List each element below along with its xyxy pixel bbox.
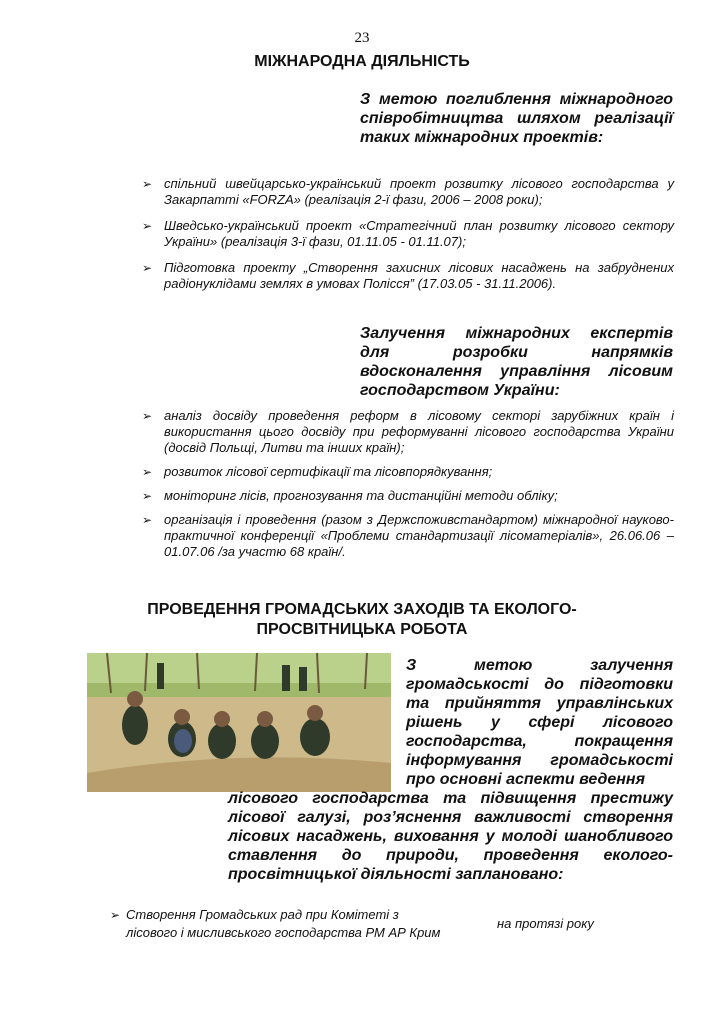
list-item: ➢ спільний швейцарсько-український проект розвитку лісового господарства у Закарпатті «FORZA» (реалізація 2-ї фази, 2006 – 2008 роки); xyxy=(142,176,674,208)
tree-planting-photo xyxy=(87,653,391,792)
list-item: ➢ Шведсько-український проект «Стратегічний план розвитку лісового сектору України» (реалізація 3-ї фази, 01.11.05 - 01.11.07); xyxy=(142,218,674,250)
bullet-arrow-icon: ➢ xyxy=(110,908,121,922)
section1-intro-experts: Залучення міжнародних експертів для розробки напрямків вдосконалення управління лісовим господарством України: xyxy=(360,325,673,399)
item-period: на протязі року xyxy=(497,916,594,931)
section-title-public-events-line2: ПРОСВІТНИЦЬКА РОБОТА xyxy=(256,621,468,638)
section2-intro-bottom: лісового господарства та підвищення престижу лісової галузі, роз’яснення важливості створення лісових насаджень, виховання у молоді шанобливого ставлення до природи, проведення еколого-просвітницької діяльності заплановано: xyxy=(228,790,673,883)
list-item: ➢ аналіз досвіду проведення реформ в лісовому секторі зарубіжних країн і використання цього досвіду при реформуванні лісового господарства України (досвід Польщі, Литви та інших країн); xyxy=(142,408,674,456)
item-text-line1: Створення Громадських рад при Комітеті з xyxy=(126,907,399,922)
list-item: ➢ Підготовка проекту „Створення захисних лісових насаджень на забруднених радіонуклідами землях в умовах Полісся” (17.03.05 - 31.11.2006). xyxy=(142,260,674,292)
list-item: ➢ організація і проведення (разом з Держспоживстандартом) міжнародної науково-практичної конференції «Проблеми стандартизації лісоматеріалів», 26.06.06 – 01.07.06 /за участю 68 країн/. xyxy=(142,512,674,560)
list-item xyxy=(110,906,510,942)
item-text-line2: лісового і мисливського господарства РМ АР Крим xyxy=(126,925,441,940)
section1-intro: З метою поглиблення міжнародного співробітництва шляхом реалізації таких міжнародних проектів: xyxy=(360,91,673,146)
section-title-public-events-line1: ПРОВЕДЕННЯ ГРОМАДСЬКИХ ЗАХОДІВ ТА ЕКОЛОГО- xyxy=(147,601,577,618)
expert-directions-list xyxy=(142,408,674,560)
section2-intro-right: З метою залучення громадськості до підготовки та прийняття управлінських рішень у сфері лісового господарства, покращення інформування громадськості про основні аспекти ведення xyxy=(406,657,673,788)
list-item: ➢ моніторинг лісів, прогнозування та дистанційні методи обліку; xyxy=(142,488,674,504)
page-number: 23 xyxy=(354,30,370,46)
international-projects-list xyxy=(142,176,674,292)
section-title-international: МІЖНАРОДНА ДІЯЛЬНІСТЬ xyxy=(254,53,470,70)
list-item: ➢ розвиток лісової сертифікації та лісовпорядкування; xyxy=(142,464,674,480)
